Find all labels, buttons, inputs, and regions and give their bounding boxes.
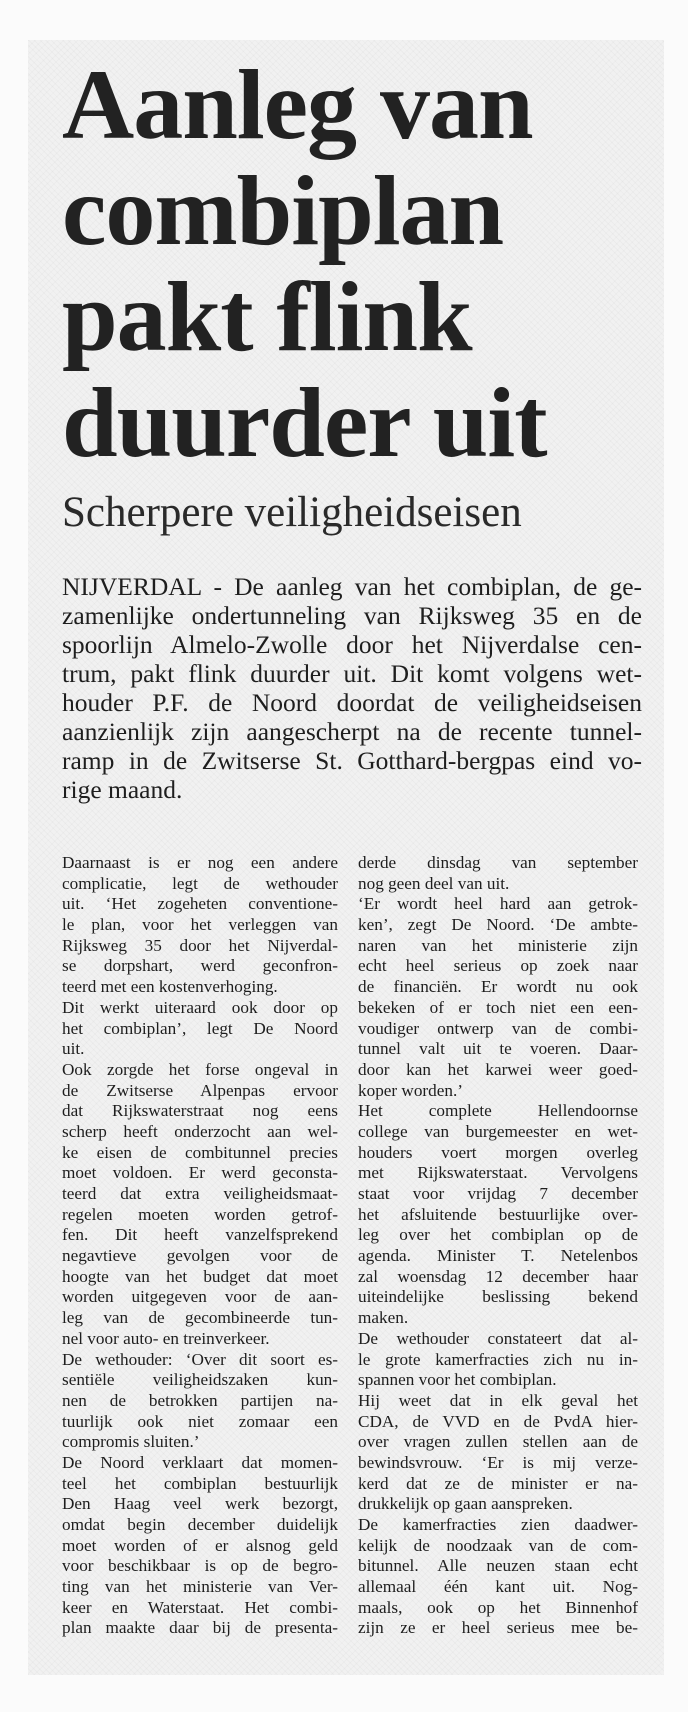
body-line: Daarnaast is er nog een andere [62,853,338,872]
body-column-2 [358,853,638,1639]
body-line: kerd dat ze de minister er na- [358,1473,638,1493]
body-line: bekeken of er toch niet een een- [358,997,638,1017]
headline [62,49,662,478]
body-line: De wethouder constateert dat al- [358,1328,638,1348]
body-line: Den Haag veel werk bezorgt, [62,1494,338,1514]
body-line: regelen moeten worden getrof- [62,1204,338,1224]
lead-paragraph [62,572,642,804]
body-line: leg over het combiplan op de [358,1225,638,1245]
body-line: nel voor auto- en treinverkeer. [62,1328,270,1348]
body-line: bitunnel. Alle neuzen staan echt [358,1556,638,1576]
body-line: ke eisen de combitunnel precies [62,1142,338,1162]
body-line: tuurlijk ook niet zomaar een [62,1411,338,1431]
body-line: moet worden of er alsnog geld [62,1535,338,1555]
body-line: Dit werkt uiteraard ook door op [62,997,338,1017]
body-line: sentiële veiligheidszaken kun- [62,1370,338,1390]
lead-line: aanzienlijk zijn aangescherpt na de recente tunnel- [62,717,642,746]
lead-line: houder P.F. de Noord doordat de veiligheidseisen [62,688,642,717]
body-line: ken’, zegt De Noord. ‘De ambte- [358,915,638,935]
body-line: allemaal één kant uit. Nog- [358,1577,638,1597]
body-line: zijn ze er heel serieus mee be- [358,1618,638,1638]
body-line: le plan, voor het verleggen van [62,915,338,935]
lead-line: zamenlijke ondertunneling van Rijksweg 35 en de [62,601,642,630]
body-line: moet voldoen. Er werd geconsta- [62,1163,338,1183]
body-line: De wethouder: ‘Over dit soort es- [62,1349,338,1369]
body-line: fen. Dit heeft vanzelfsprekend [62,1225,338,1245]
body-line: teerd dat extra veiligheidsmaat- [62,1184,338,1203]
body-line: derde dinsdag van september [358,853,638,872]
body-line: scherp heeft onderzocht aan wel- [62,1121,338,1141]
body-line: door kan het karwei weer goed- [358,1059,638,1079]
body-line: naren van het ministerie zijn [358,935,638,955]
body-line: nog geen deel van uit. [358,873,510,893]
lead-line: ramp in de Zwitserse St. Gotthard-bergpas eind vo- [62,746,642,775]
body-line: worden uitgegeven voor de aan- [62,1287,338,1307]
headline-line: Aanleg van [62,49,533,160]
body-line: maals, ook op het Binnenhof [358,1597,638,1617]
body-line: spannen voor het combiplan. [358,1370,557,1390]
body-line: college van burgemeester en wet- [358,1121,638,1141]
body-column-1 [62,853,338,1639]
body-line: drukkelijk op gaan aanspreken. [358,1494,573,1514]
body-line: Rijksweg 35 door het Nijverdal- [62,935,338,955]
body-line: voudiger ontwerp van de combi- [358,1018,638,1038]
body-line: le grote kamerfracties zich nu in- [358,1349,638,1369]
body-line: uit. ‘Het zogeheten conventione- [62,894,338,914]
body-line: houders voert morgen overleg [358,1142,638,1162]
body-line: met Rijkswaterstaat. Vervolgens [358,1163,638,1183]
body-line: keer en Waterstaat. Het combi- [62,1597,338,1617]
body-line: staat voor vrijdag 7 december [358,1184,638,1203]
body-line: Ook zorgde het forse ongeval in [62,1059,338,1079]
lead-line: spoorlijn Almelo-Zwolle door het Nijverdalse cen- [62,630,642,659]
body-line: voor beschikbaar is op de begro- [62,1556,338,1576]
body-line: negavtieve gevolgen voor de [62,1246,338,1266]
body-line: de Zwitserse Alpenpas ervoor [62,1080,338,1100]
body-line: koper worden.’ [358,1080,463,1100]
lead-line: NIJVERDAL - De aanleg van het combiplan, de ge- [62,572,642,601]
body-line: omdat begin december duidelijk [62,1515,338,1534]
lead-line: trum, pakt flink duurder uit. Dit komt volgens wet- [62,659,642,688]
body-line: De kamerfracties zien daadwer- [358,1515,638,1534]
body-line: leg van de gecombineerde tun- [62,1308,338,1328]
headline-line: duurder uit [62,367,547,478]
body-line: Het complete Hellendoornse [358,1101,638,1121]
body-line: bewindsvrouw. ‘Er is mij verze- [358,1452,638,1472]
body-line: se dorpshart, werd geconfron- [62,956,338,976]
body-line: agenda. Minister T. Netelenbos [358,1246,638,1266]
body-line: teerd met een kostenverhoging. [62,977,278,997]
body-line: echt heel serieus op zoek naar [358,956,638,976]
headline-line: pakt flink [62,261,472,372]
body-line: CDA, de VVD en de PvdA hier- [358,1411,638,1431]
body-line: compromis sluiten.’ [62,1432,200,1452]
body-line: De Noord verklaart dat momen- [62,1452,338,1472]
body-line: kelijk de noodzaak van de com- [358,1535,638,1555]
body-line: nen de betrokken partijen na- [62,1390,338,1410]
body-line: maken. [358,1308,409,1328]
body-line: het combiplan’, legt De Noord [62,1018,338,1038]
body-line: de financiën. Er wordt nu ook [358,977,638,997]
body-line: tunnel valt uit te voeren. Daar- [358,1039,638,1059]
body-line: hoogte van het budget dat moet [62,1266,338,1286]
body-line: dat Rijkswaterstraat nog eens [62,1101,338,1121]
body-line: zal woensdag 12 december haar [358,1266,638,1286]
body-line: plan maakte daar bij de presenta- [62,1618,338,1638]
body-line: ‘Er wordt heel hard aan getrok- [358,894,638,914]
body-line: Hij weet dat in elk geval het [358,1390,638,1410]
body-line: uit. [62,1039,85,1059]
body-line: teel het combiplan bestuurlijk [62,1473,338,1493]
lead-line: rige maand. [62,775,183,804]
body-line: ting van het ministerie van Ver- [62,1577,338,1597]
body-line: over vragen zullen stellen aan de [358,1432,638,1452]
headline-line: combiplan [62,155,504,266]
body-line: uiteindelijke beslissing bekend [358,1287,638,1307]
body-line: complicatie, legt de wethouder [62,873,338,893]
body-line: het afsluitende bestuurlijke over- [358,1204,638,1224]
subtitle: Scherpere veiligheidseisen [62,489,522,536]
